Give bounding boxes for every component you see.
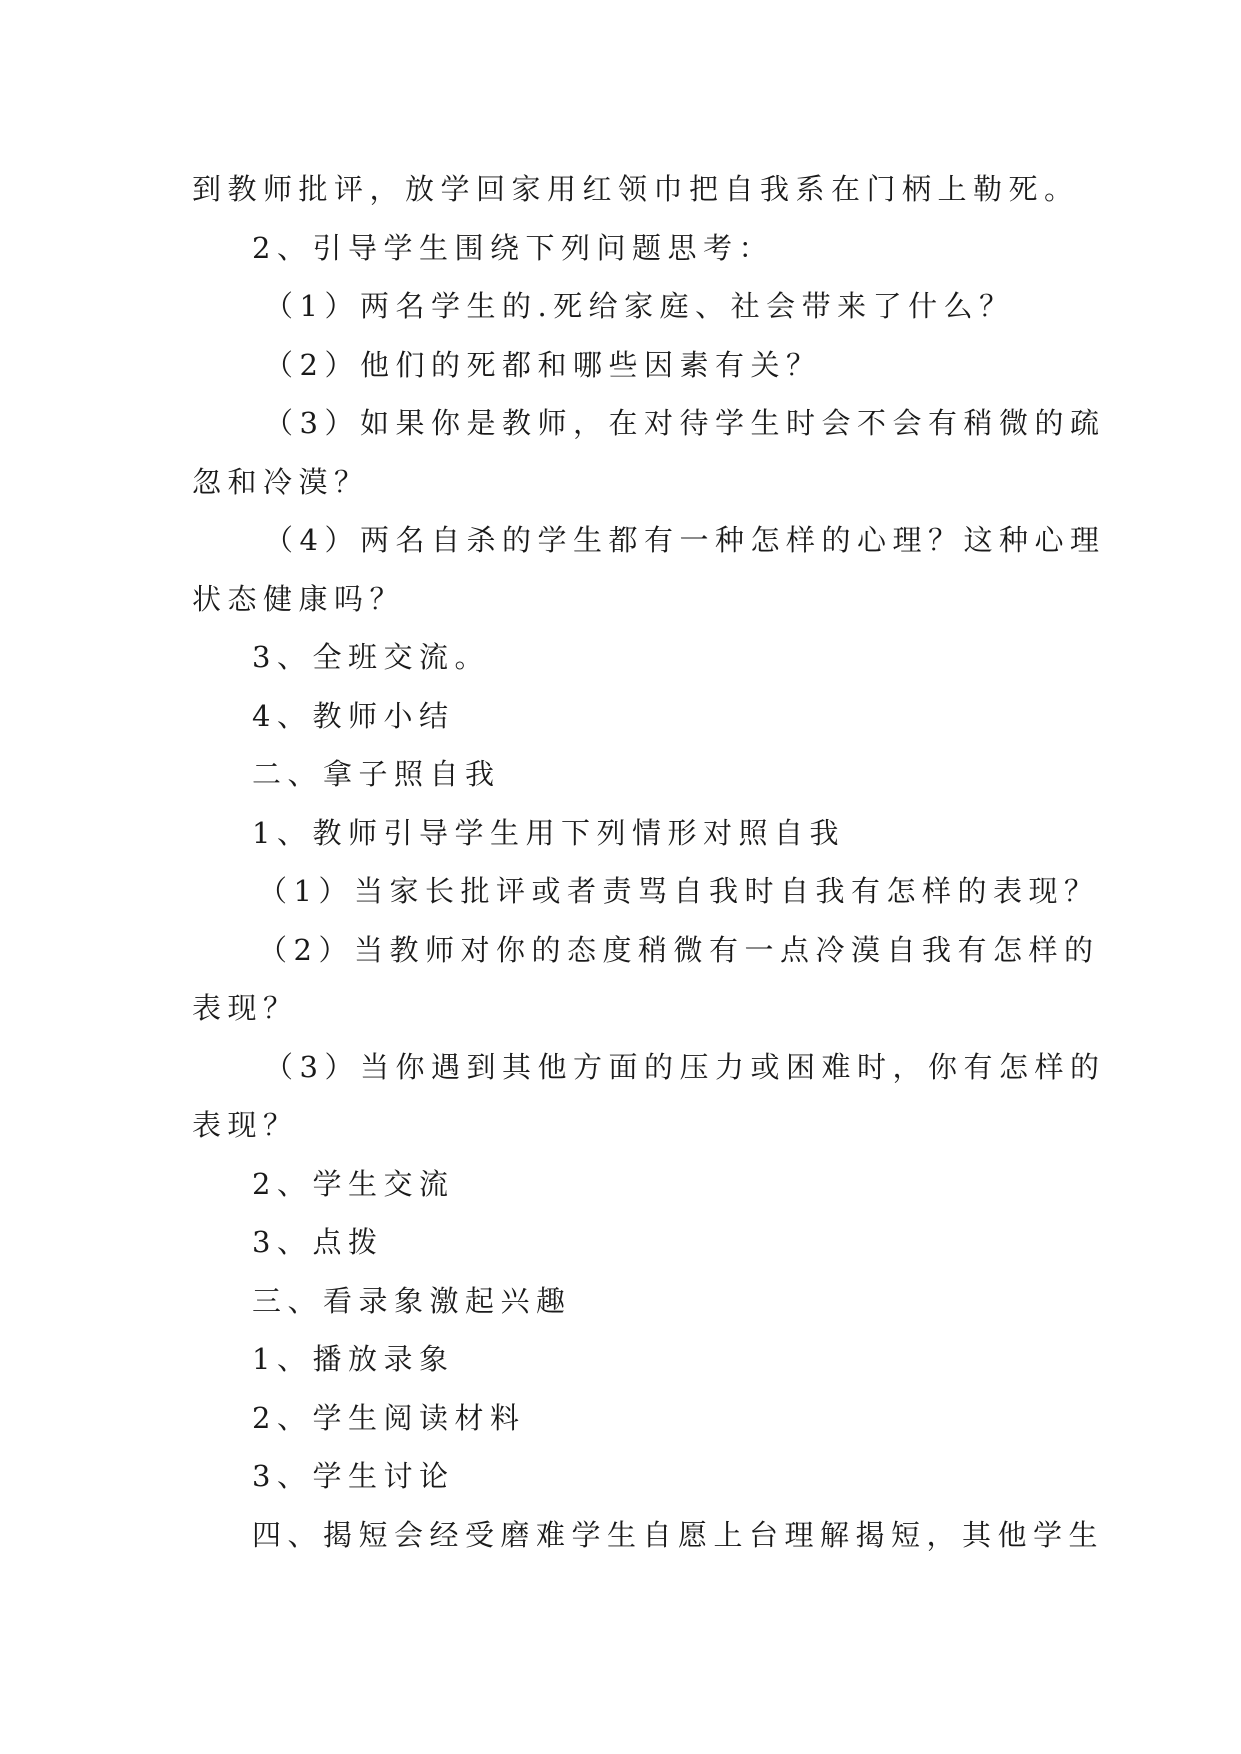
text-line: 2、学生交流: [252, 1166, 455, 1201]
text-line: （1）当家长批评或者责骂自我时自我有怎样的表现？: [258, 874, 1100, 908]
text-line: 1、播放录象: [252, 1342, 455, 1376]
text-line: 到教师批评，放学回家用红领巾把自我系在门柄上勒死。: [192, 172, 1080, 206]
text-line: 3、全班交流。: [252, 640, 490, 674]
text-line: 忽和冷漠？: [192, 464, 370, 499]
text-line: （3）如果你是教师，在对待学生时会不会有稍微的疏: [264, 406, 1106, 440]
section-heading: 三、看录象激起兴趣: [252, 1283, 572, 1318]
text-line: （3）当你遇到其他方面的压力或困难时，你有怎样的: [264, 1049, 1106, 1084]
text-line: 2、引导学生围绕下列问题思考：: [252, 230, 774, 265]
text-line: 1、教师引导学生用下列情形对照自我: [252, 815, 845, 850]
section-heading: 四、揭短会经受磨难学生自愿上台理解揭短，其他学生: [252, 1517, 1105, 1552]
text-line: （2）当教师对你的态度稍微有一点冷漠自我有怎样的: [258, 932, 1100, 967]
text-line: 3、学生讨论: [252, 1459, 455, 1493]
section-heading: 二、拿子照自我: [252, 757, 501, 791]
text-line: （2）他们的死都和哪些因素有关？: [264, 347, 822, 382]
text-line: 表现？: [192, 1108, 299, 1142]
text-line: 状态健康吗？: [192, 581, 406, 616]
text-line: （1）两名学生的.死给家庭、社会带来了什么？: [264, 289, 1015, 323]
text-line: 4、教师小结: [252, 698, 455, 733]
text-line: （4）两名自杀的学生都有一种怎样的心理？这种心理: [264, 523, 1106, 557]
document-body: [192, 160, 1106, 1564]
text-line: 表现？: [192, 991, 299, 1025]
text-line: 3、点拨: [252, 1225, 384, 1259]
text-line: 2、学生阅读材料: [252, 1400, 526, 1435]
